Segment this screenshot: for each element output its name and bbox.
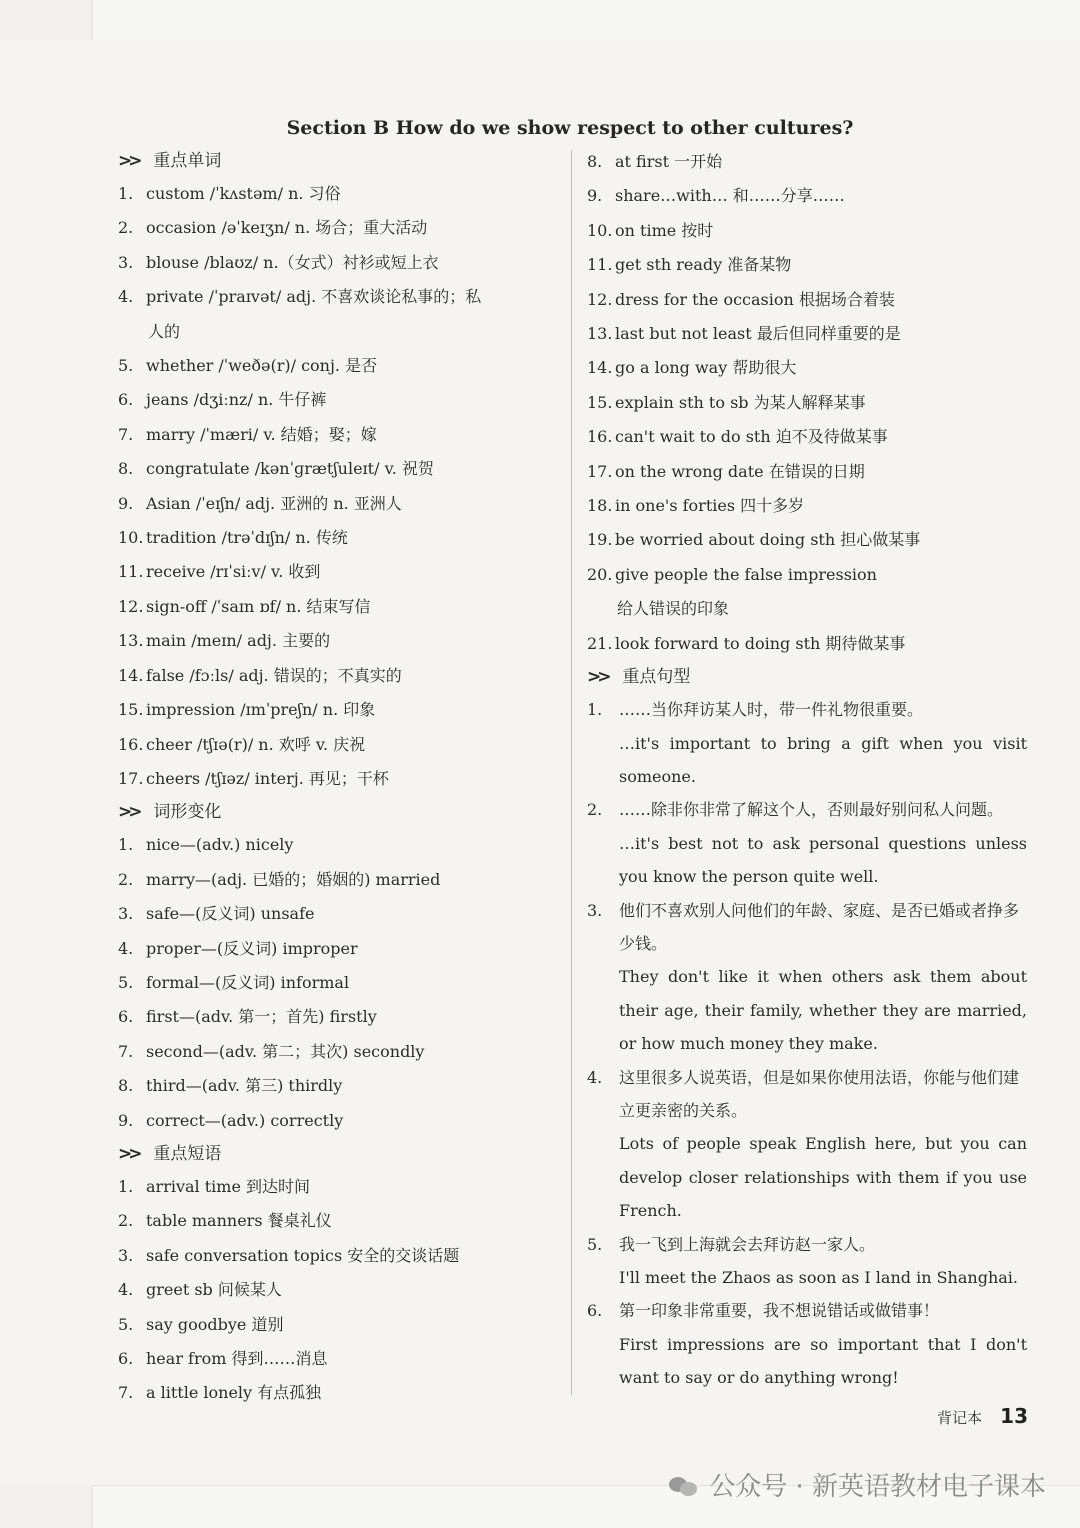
word-row [118,624,558,658]
word-form-row [118,1000,558,1034]
sentence-chinese: 他们不喜欢别人问他们的年龄、家庭、是否已婚或者挣多少钱。 [619,900,1020,953]
item-text: nice—(adv.) nicely [146,835,294,855]
item-text: table manners 餐桌礼仪 [146,1211,332,1231]
item-number: 5. [587,1234,603,1254]
word-form-row [118,1104,558,1138]
word-form-row [118,863,558,897]
word-row [118,211,558,245]
item-number: 17. [118,768,144,788]
item-text: on the wrong date 在错误的日期 [615,461,865,481]
word-row [118,246,558,280]
item-text: correct—(adv.) correctly [146,1110,344,1130]
item-number: 5. [118,1314,134,1334]
page-number: 13 [1000,1404,1028,1428]
item-number: 4. [118,1280,134,1300]
double-chevron-icon: >> [118,802,139,823]
previous-page-edge [92,0,1080,41]
page-title: Section B How do we show respect to other cultures? [286,117,854,139]
key-words-list [118,177,558,796]
item-number: 8. [118,459,134,479]
sentence-english: …it's best not to ask personal questions unless you know the person quite well. [619,833,1027,887]
item-text: formal—(反义词) informal [146,972,350,992]
section-title: 词形变化 [153,802,222,823]
section-key-phrases [118,1138,558,1170]
sentence-english: Lots of people speak English here, but you can develop closer relationships with them if you use French. [619,1134,1027,1221]
item-number: 2. [587,800,603,820]
phrase-row [587,489,1027,523]
sentence-chinese: ……除非你非常了解这个人，否则最好别问私人问题。 [619,800,1004,820]
right-column [587,145,1027,1395]
sentence-item [587,1294,1027,1394]
item-number: 7. [118,1041,134,1061]
item-text: first—(adv. 第一；首先) firstly [146,1007,377,1027]
section-key-words [118,145,558,177]
item-number: 15. [118,700,144,720]
section-title: 重点句型 [622,667,691,688]
watermark [669,1466,1046,1503]
word-forms-list [118,828,558,1138]
item-text: in one's forties 四十多岁 [615,496,805,516]
item-number: 5. [118,972,134,992]
item-number: 9. [118,493,134,513]
phrase-row [587,283,1027,317]
wechat-icon [669,1475,699,1497]
item-text-continued: 给人错误的印象 [617,599,730,619]
item-number: 7. [118,1383,134,1403]
item-text: marry /ˈmæri/ v. 结婚；娶；嫁 [146,424,377,444]
phrase-row [118,1342,558,1376]
item-number: 2. [118,869,134,889]
item-number: 6. [118,1349,134,1368]
watermark-text: 公众号 · 新英语教材电子课本 [709,1472,1046,1502]
sentence-chinese: 第一印象非常重要，我不想说错话或做错事！ [619,1301,940,1321]
word-row [118,177,558,211]
word-form-row [118,966,558,1000]
item-number: 3. [118,252,134,272]
item-text: a little lonely 有点孤独 [146,1383,322,1403]
item-text: false /fɔːls/ adj. 错误的；不真实的 [146,665,402,685]
sentence-item [587,693,1027,793]
double-chevron-icon: >> [118,1143,139,1164]
item-number: 2. [118,1211,134,1231]
sentence-english: …it's important to bring a gift when you visit someone. [619,733,1027,786]
word-form-row [118,932,558,966]
item-number: 4. [587,1067,603,1087]
item-text: safe—(反义词) unsafe [146,904,315,924]
item-number: 6. [118,390,134,410]
item-text: blouse /blaʊz/ n.（女式）衬衫或短上衣 [146,252,439,272]
item-number: 10. [587,220,613,240]
phrase-row [587,317,1027,351]
phrase-row [587,523,1027,557]
word-row [118,418,558,452]
word-row [118,555,558,589]
key-sentences-list [587,693,1027,1395]
item-text: safe conversation topics 安全的交谈话题 [146,1245,460,1265]
phrase-row [118,1273,558,1307]
item-number: 6. [587,1301,603,1321]
item-text: tradition /trəˈdɪʃn/ n. 传统 [146,528,348,548]
sentence-english: First impressions are so important that I don't want to say or do anything wrong! [619,1334,1027,1388]
item-text: marry—(adj. 已婚的；婚姻的) married [146,869,441,889]
item-text: occasion /əˈkeɪʒn/ n. 场合；重大活动 [146,218,428,238]
item-number: 11. [118,562,144,582]
item-number: 13. [118,631,144,651]
phrase-row [587,214,1027,248]
item-number: 17. [587,461,613,481]
item-number: 16. [587,427,613,447]
phrase-row [587,179,1027,213]
item-number: 5. [118,356,134,376]
double-chevron-icon: >> [118,151,139,171]
item-text: third—(adv. 第三) thirdly [146,1076,343,1096]
word-row [118,487,558,521]
item-text: look forward to doing sth 期待做某事 [615,633,906,653]
phrase-row [587,145,1027,179]
item-text: custom /ˈkʌstəm/ n. 习俗 [146,184,341,203]
section-key-sentences [587,661,1027,693]
phrase-row [118,1204,558,1238]
word-form-row [118,1035,558,1069]
item-number: 2. [118,218,134,238]
item-number: 8. [118,1076,134,1096]
sentence-english: They don't like it when others ask them about their age, their family, whether they are married, or how much money they make. [619,967,1027,1054]
word-row [118,659,558,693]
phrase-row [118,1170,558,1204]
phrase-row [118,1239,558,1273]
word-row [118,521,558,555]
word-form-row [118,828,558,862]
item-text: can't wait to do sth 迫不及待做某事 [615,427,888,447]
sentence-item [587,793,1027,893]
item-number: 3. [118,904,134,924]
phrase-row [587,455,1027,489]
item-text: receive /rɪˈsiːv/ v. 收到 [146,562,321,582]
item-number: 21. [587,633,613,653]
item-text: Asian /ˈeɪʃn/ adj. 亚洲的 n. 亚洲人 [146,493,402,513]
sentence-chinese: 我一飞到上海就会去拜访赵一家人。 [619,1234,876,1254]
item-number: 4. [118,938,134,958]
item-text: impression /ɪmˈpreʃn/ n. 印象 [146,700,376,720]
item-text: cheers /tʃɪəz/ interj. 再见；干杯 [146,768,389,788]
item-text: be worried about doing sth 担心做某事 [615,530,921,550]
item-number: 7. [118,424,134,444]
section-title: 重点短语 [153,1143,222,1164]
item-text: private /ˈpraɪvət/ adj. 不喜欢谈论私事的；私 [146,287,482,307]
item-text: whether /ˈweðə(r)/ conj. 是否 [146,356,378,376]
word-row [118,280,558,314]
item-number: 14. [118,665,144,685]
word-row [118,349,558,383]
item-text: get sth ready 准备某物 [615,255,792,275]
item-text: congratulate /kənˈɡrætʃuleɪt/ v. 祝贺 [146,459,434,479]
phrase-row [587,248,1027,282]
word-form-row [118,897,558,931]
item-text: proper—(反义词) improper [146,938,358,958]
item-number: 15. [587,392,613,412]
item-number: 1. [587,700,603,720]
footer-label: 背记本 [936,1409,982,1427]
item-text: dress for the occasion 根据场合着装 [615,289,895,309]
phrase-row [118,1308,558,1342]
item-number: 3. [587,900,603,920]
item-number: 1. [118,1176,134,1196]
item-number: 4. [118,287,134,307]
item-number: 1. [118,184,134,203]
word-row [118,728,558,762]
item-text: at first 一开始 [615,152,723,171]
item-text: explain sth to sb 为某人解释某事 [615,392,866,412]
phrase-row [118,1376,558,1410]
item-text: second—(adv. 第二；其次) secondly [146,1041,425,1061]
sentence-chinese: 这里很多人说英语，但是如果你使用法语，你能与他们建立更亲密的关系。 [619,1067,1020,1120]
item-number: 14. [587,358,613,378]
item-text: cheer /tʃɪə(r)/ n. 欢呼 v. 庆祝 [146,734,366,754]
item-number: 12. [587,289,613,309]
item-text-continued: 人的 [148,321,181,341]
item-number: 6. [118,1007,134,1027]
word-row [118,590,558,624]
item-number: 16. [118,734,144,754]
phrase-row [587,420,1027,454]
item-text: sign-off /ˈsaɪn ɒf/ n. 结束写信 [146,596,371,616]
sentence-item [587,894,1027,1061]
column-divider [571,150,572,1395]
word-row [118,762,558,796]
item-number: 3. [118,1245,134,1265]
item-number: 18. [587,496,613,516]
phrase-row [587,351,1027,385]
item-text: hear from 得到……消息 [146,1349,328,1368]
item-number: 9. [118,1110,134,1130]
item-number: 11. [587,255,613,275]
item-text: on time 按时 [615,220,714,240]
word-row [118,383,558,417]
section-title: 重点单词 [153,151,222,171]
sentence-english: I'll meet the Zhaos as soon as I land in Shanghai. [619,1268,1018,1287]
item-number: 19. [587,530,613,550]
item-text: give people the false impression [615,564,877,584]
item-text: last but not least 最后但同样重要的是 [615,324,901,344]
sentence-chinese: ……当你拜访某人时，带一件礼物很重要。 [619,700,924,720]
item-number: 9. [587,186,603,206]
item-number: 13. [587,324,613,344]
item-text: arrival time 到达时间 [146,1176,311,1196]
word-row [118,452,558,486]
item-number: 1. [118,835,134,855]
phrase-row [587,627,1027,661]
item-text: say goodbye 道别 [146,1314,284,1334]
section-word-forms [118,796,558,828]
sentence-item [587,1061,1027,1228]
word-row [118,693,558,727]
phrase-row [587,386,1027,420]
phrase-row [587,558,1027,592]
left-column [118,145,558,1411]
item-text: greet sb 问候某人 [146,1280,282,1300]
key-phrases-list [118,1170,558,1411]
item-text: jeans /dʒiːnz/ n. 牛仔裤 [146,390,327,410]
item-text: go a long way 帮助很大 [615,358,797,378]
item-number: 20. [587,564,613,584]
word-form-row [118,1069,558,1103]
item-number: 12. [118,596,144,616]
sentence-item [587,1228,1027,1295]
item-number: 10. [118,528,144,548]
item-text: share…with… 和……分享…… [615,186,845,206]
item-text: main /meɪn/ adj. 主要的 [146,631,331,651]
double-chevron-icon: >> [587,667,608,688]
key-phrases-list-continued [587,145,1027,661]
item-number: 8. [587,152,603,171]
